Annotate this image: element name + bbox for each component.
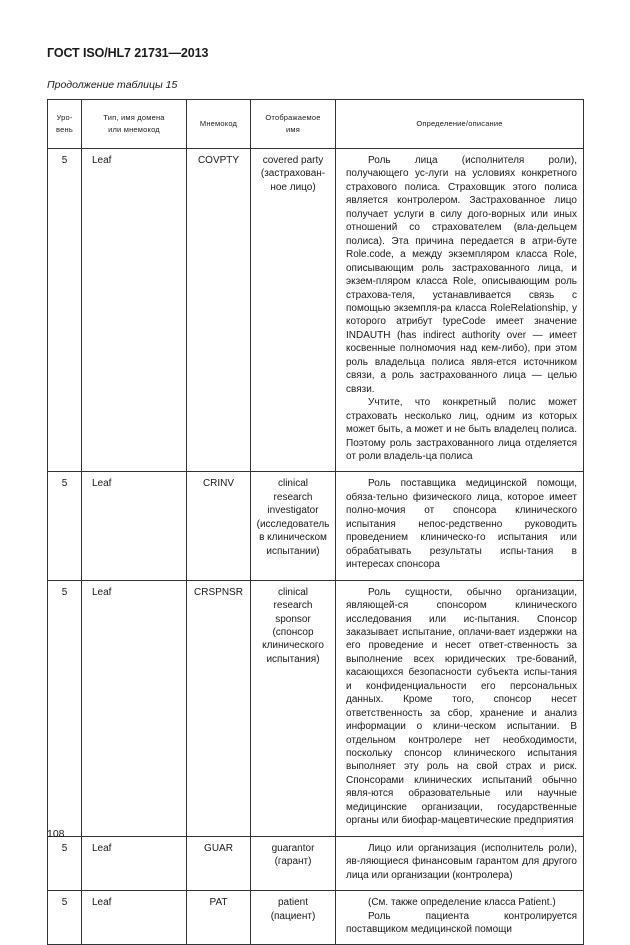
definition-paragraph: Роль сущности, обычно организации, являющей-ся спонсором клинического исследования или ис-пытания. Спонсор заказывает испытание, оплачи-вает издержки на его проведение и несет ответ-ственность за выполнение всех юридических тре-бований, касающихся безопасности субъекта испы-тания и конфиденциальности его персональных данных. Кроме того, спонсор несет ответственность за сбор, хранение и анализ информации о клини-ческом испытании. В отдельном контролере нет необходимости, поскольку спонсор клинического испытания выполняет эту роль на свой страх и риск. Спонсорами клинических испытаний обычно явля-ются образовательные или научные медицинские организации, государственные органы или биофар-мацевтические предприятия (346, 586, 577, 827)
display-name-line: guarantor (271, 842, 315, 854)
definition-paragraph: Роль пациента контролируется поставщиком медицинской помощи (346, 910, 577, 936)
display-name-line: research (273, 600, 313, 612)
column-header-label: Отображаемое (265, 113, 321, 122)
cell-display-name (251, 836, 336, 890)
table-header-row (48, 100, 584, 149)
cell-level: 5 (48, 472, 82, 580)
definition-paragraph: Роль поставщика медицинской помощи, обяза-тельно физического лица, которое имеет полно-мочия от спонсора клинического испытания непос-редственно руководить проведением клиническо-го испытания или обрабатывать результаты испы-тания в интересах спонсора (346, 478, 577, 571)
display-name-line: investigator (267, 505, 319, 517)
cell-type: Leaf (82, 836, 187, 890)
column-header-label: Определение/описание (416, 119, 503, 128)
display-name-line: в клиническом (259, 532, 327, 544)
cell-display-name (251, 580, 336, 836)
cell-display-name (251, 472, 336, 580)
display-name-line: patient (277, 897, 309, 909)
cell-definition (336, 580, 584, 836)
roles-table (47, 99, 584, 945)
definition-paragraph: (См. также определение класса Patient.) (368, 897, 556, 909)
cell-definition (336, 149, 584, 472)
table-row (48, 836, 584, 890)
cell-level: 5 (48, 149, 82, 472)
display-name-line: clinical (277, 586, 308, 598)
cell-type: Leaf (82, 472, 187, 580)
cell-level: 5 (48, 836, 82, 890)
display-name-line: испытании) (266, 545, 320, 557)
display-name-line: клинического (262, 640, 324, 652)
display-name-line: covered party (262, 155, 324, 166)
cell-level: 5 (48, 580, 82, 836)
cell-mnemonic: COVPTY (187, 149, 251, 472)
column-header-label: Уро- (56, 113, 73, 122)
column-header-mnemonic (187, 100, 251, 149)
cell-mnemonic: PAT (187, 891, 251, 945)
table-row (48, 580, 584, 836)
column-header-label: Тип, имя домена (103, 113, 165, 122)
cell-type: Leaf (82, 580, 187, 836)
cell-definition (336, 891, 584, 945)
definition-paragraph: Роль лица (исполнителя роли), получающего ус-луги на условиях конкретного страхового полиса. Страховщик этого полиса является контролером. Застрахованное лицо получает услуги в силу дого-ворных или иных отношений со страхователем (вла-дельцем полиса). Эта причина передается в атри-буте Role.code, а между экземпляром класса Role, описывающим роль застрахованного лица, и экзем-пляром класса Role, описывающим роль страхова-теля, устанавливается связь с помощью экземпля-ра класса RoleRelationship, у которого атрибут typeCode имеет значение INDAUTH (has indirect authority over — имеет косвенные полномочия над кем-либо), при этом роль владельца полиса явля-ется источником связи, а роль застрахованного лица — целью связи. (346, 155, 577, 395)
display-name-line: испытания) (266, 653, 320, 665)
cell-display-name (251, 891, 336, 945)
column-header-label: имя (285, 125, 300, 134)
cell-display-name (251, 149, 336, 472)
column-header-label: или мнемокод (108, 125, 160, 134)
table-row (48, 472, 584, 580)
cell-mnemonic: GUAR (187, 836, 251, 890)
document-standard-title: ГОСТ ISO/HL7 21731—2013 (47, 46, 209, 60)
cell-type: Leaf (82, 149, 187, 472)
column-header-label: Мнемокод (199, 119, 238, 128)
display-name-line: research (273, 491, 313, 503)
definition-paragraph: Лицо или организация (исполнитель роли), яв-ляющиеся финансовым гарантом для другого лица или организации (контролера) (346, 842, 577, 881)
table-row (48, 149, 584, 472)
table-continuation-caption: Продолжение таблицы 15 (47, 79, 178, 91)
display-name-line: (застрахован- (260, 168, 326, 180)
display-name-line: ное лицо) (270, 181, 316, 193)
cell-type: Leaf (82, 891, 187, 945)
column-header-definition (336, 100, 584, 149)
display-name-line: (исследователь (256, 518, 330, 530)
display-name-line: clinical (277, 478, 308, 490)
display-name-line: (гарант) (274, 856, 312, 868)
display-name-line: (спонсор (272, 626, 314, 638)
column-header-display-name (251, 100, 336, 149)
display-name-line: (пациент) (270, 910, 316, 922)
table-row (48, 891, 584, 945)
definition-paragraph: Учтите, что конкретный полис может страховать несколько лиц, одним из которых может быть, а может и не быть владелец полиса. Поэтому роль застрахованного лица отделяется от роли владель-ца полиса (346, 397, 577, 462)
cell-mnemonic: CRINV (187, 472, 251, 580)
cell-definition (336, 472, 584, 580)
column-header-level (48, 100, 82, 149)
cell-definition (336, 836, 584, 890)
cell-level: 5 (48, 891, 82, 945)
display-name-line: sponsor (275, 613, 311, 625)
page-number: 108 (47, 828, 65, 840)
column-header-type (82, 100, 187, 149)
column-header-label: вень (56, 125, 73, 134)
cell-mnemonic: CRSPNSR (187, 580, 251, 836)
